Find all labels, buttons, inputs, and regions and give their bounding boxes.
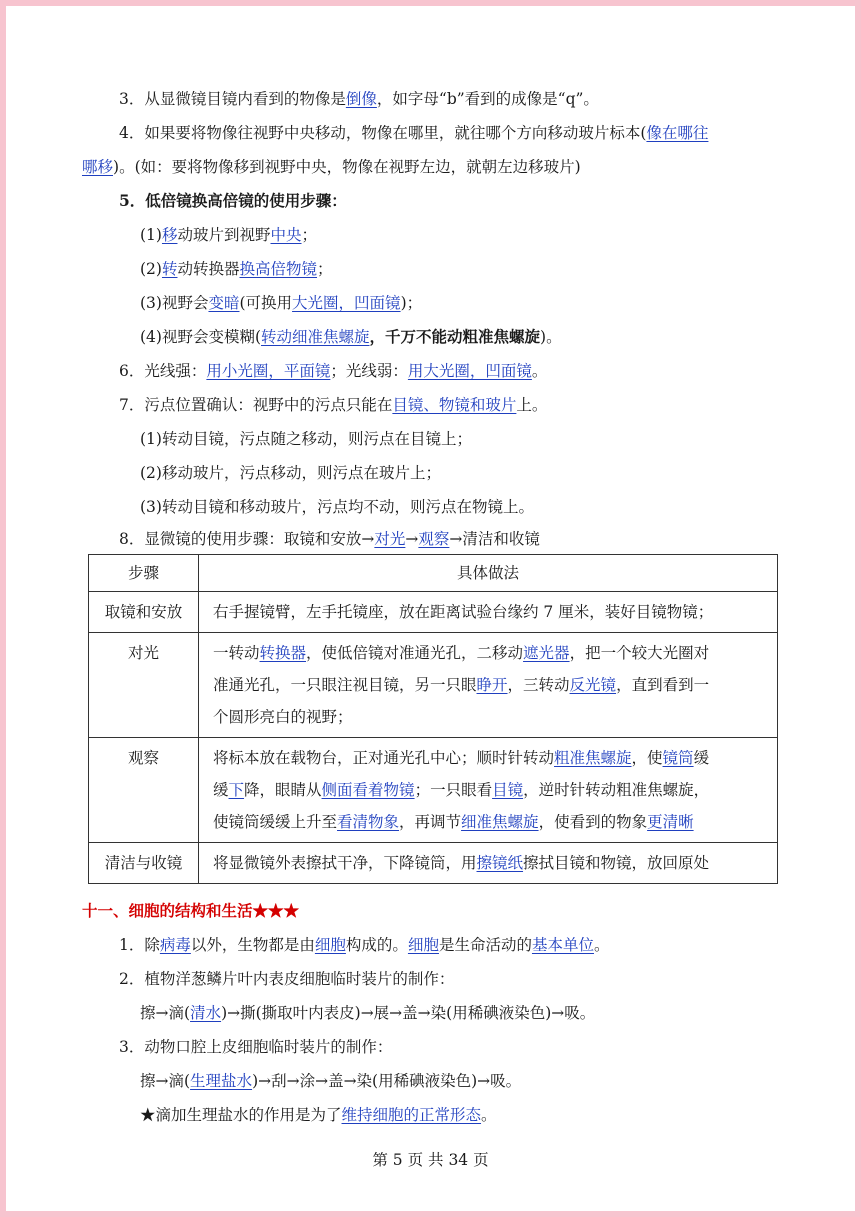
item-5-3: (3)视野会变暗(可换用大光圈，凹面镜)； bbox=[140, 294, 423, 312]
microscope-steps-table bbox=[88, 554, 778, 884]
table-header-row bbox=[89, 555, 778, 592]
cell-item-3-steps: 擦→滴(生理盐水)→刮→涂→盖→染(用稀碘液染色)→吸。 bbox=[140, 1072, 522, 1090]
cell-item-2: 2．植物洋葱鳞片叶内表皮细胞临时装片的制作： bbox=[119, 970, 455, 988]
item-5-title: 5．低倍镜换高倍镜的使用步骤： bbox=[119, 191, 347, 210]
header-step: 步骤 bbox=[89, 555, 199, 592]
item-4-cont: 哪移)。(如：要将物像移到视野中央，物像在视野左边，就朝左边移玻片) bbox=[82, 158, 581, 176]
item-7: 7．污点位置确认：视野中的污点只能在目镜、物镜和玻片上。 bbox=[119, 396, 548, 414]
item-7-2: (2)移动玻片，污点移动，则污点在玻片上； bbox=[140, 464, 441, 482]
item-7-3: (3)转动目镜和移动玻片，污点均不动，则污点在物镜上。 bbox=[140, 498, 534, 516]
cell-item-2-steps: 擦→滴(清水)→撕(撕取叶内表皮)→展→盖→染(用稀碘液染色)→吸。 bbox=[140, 1004, 596, 1022]
header-method: 具体做法 bbox=[199, 555, 778, 592]
item-4: 4．如果要将物像往视野中央移动，物像在哪里，就往哪个方向移动玻片标本(像在哪往 bbox=[119, 124, 709, 142]
cell-item-3: 3．动物口腔上皮细胞临时装片的制作： bbox=[119, 1038, 393, 1056]
item-7-1: (1)转动目镜，污点随之移动，则污点在目镜上； bbox=[140, 430, 472, 448]
page-footer: 第 5 页 共 34 页 bbox=[372, 1151, 489, 1169]
item-5-4: (4)视野会变模糊(转动细准焦螺旋，千万不能动粗准焦螺旋)。 bbox=[140, 327, 562, 346]
table-row: 对光 一转动转换器，使低倍镜对准通光孔，二移动遮光器，把一个较大光圈对 准通光孔，一只眼注视目镜，另一只眼睁开，三转动反光镜，直到看到一 个圆形亮白的视野； bbox=[89, 633, 778, 738]
cell-item-3-note: ★滴加生理盐水的作用是为了维持细胞的正常形态。 bbox=[140, 1106, 497, 1124]
table-row: 观察 将标本放在载物台，正对通光孔中心；顺时针转动粗准焦螺旋，使镜筒缓 缓下降，眼睛从侧面看着物镜；一只眼看目镜，逆时针转动粗准焦螺旋， 使镜筒缓缓上升至看清物象，再调节细准焦螺旋，使看到的物象更清晰 bbox=[89, 738, 778, 843]
item-5-2: (2)转动转换器换高倍物镜； bbox=[140, 260, 333, 278]
item-3: 3．从显微镜目镜内看到的物像是倒像，如字母“b”看到的成像是“q”。 bbox=[119, 90, 599, 108]
item-6: 6．光线强：用小光圈，平面镜；光线弱：用大光圈，凹面镜。 bbox=[119, 362, 548, 380]
item-5-1: (1)移动玻片到视野中央； bbox=[140, 226, 318, 244]
document-page bbox=[6, 6, 855, 1211]
item-8: 8．显微镜的使用步骤：取镜和安放→对光→观察→清洁和收镜 bbox=[119, 530, 540, 548]
section-title: 十一、细胞的结构和生活★★★ bbox=[82, 901, 300, 920]
cell-item-1: 1．除病毒以外，生物都是由细胞构成的。细胞是生命活动的基本单位。 bbox=[119, 936, 610, 954]
table-row: 清洁与收镜 将显微镜外表擦拭干净，下降镜筒，用擦镜纸擦拭目镜和物镜，放回原处 bbox=[89, 843, 778, 884]
table-row: 取镜和安放 右手握镜臂，左手托镜座，放在距离试验台缘约 7 厘米，装好目镜物镜； bbox=[89, 592, 778, 633]
